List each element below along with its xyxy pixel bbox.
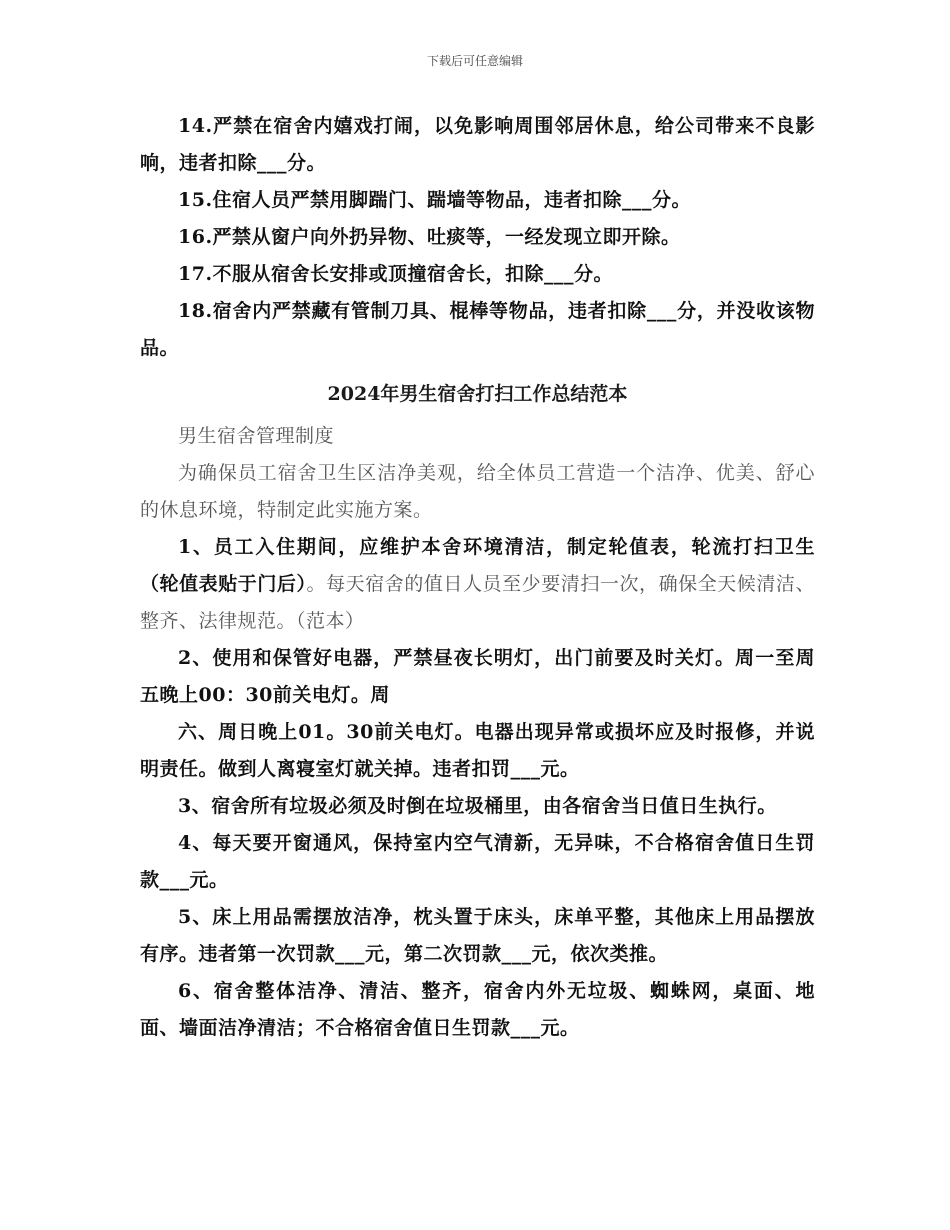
rule-16: 16.严禁从窗户向外扔异物、吐痰等，一经发现立即开除。: [178, 226, 681, 248]
item-2: 2、使用和保管好电器，严禁昼夜长明灯，出门前要及时关灯。周一至周五晚上00：30前关电灯。周: [140, 647, 815, 706]
purpose-paragraph: 为确保员工宿舍卫生区洁净美观，给全体员工营造一个洁净、优美、舒心的休息环境，特制定此实施方案。: [140, 462, 815, 521]
item-2-continued: 六、周日晚上01。30前关电灯。电器出现异常或损坏应及时报修，并说明责任。做到人离寝室灯就关掉。违者扣罚___元。: [140, 721, 815, 780]
document-title: 2024年男生宿舍打扫工作总结范本: [327, 383, 628, 405]
document-body: [140, 108, 815, 1047]
rule-18: 18.宿舍内严禁藏有管制刀具、棍棒等物品，违者扣除___分，并没收该物品。: [140, 300, 815, 359]
item-5: 5、床上用品需摆放洁净，枕头置于床头，床单平整，其他床上用品摆放有序。违者第一次罚款___元，第二次罚款___元，依次类推。: [140, 906, 815, 965]
item-1-light: 。每天宿舍的值日人员至少要清扫一次，确保全天候清洁、整齐、法律规范。（范本）: [140, 573, 815, 632]
item-6: 6、宿舍整体洁净、清洁、整齐，宿舍内外无垃圾、蜘蛛网，桌面、地面、墙面洁净清洁；不合格宿舍值日生罚款___元。: [140, 980, 815, 1039]
section-subtitle: 男生宿舍管理制度: [178, 425, 335, 447]
rule-14: 14.严禁在宿舍内嬉戏打闹，以免影响周围邻居休息，给公司带来不良影响，违者扣除___分。: [140, 115, 815, 174]
item-1-bold: 1、员工入住期间，应维护本舍环境清洁，制定轮值表，轮流打扫卫生（轮值表贴于门后）: [140, 536, 815, 595]
page-header: 下载后可任意编辑: [426, 54, 523, 68]
item-1: [140, 529, 815, 640]
rule-17: 17.不服从宿舍长安排或顶撞宿舍长，扣除___分。: [178, 263, 614, 285]
rule-15: 15.住宿人员严禁用脚踹门、踹墙等物品，违者扣除___分。: [178, 189, 692, 211]
item-4: 4、每天要开窗通风，保持室内空气清新，无异味，不合格宿舍值日生罚款___元。: [140, 832, 815, 891]
item-3: 3、宿舍所有垃圾必须及时倒在垃圾桶里，由各宿舍当日值日生执行。: [178, 795, 777, 817]
